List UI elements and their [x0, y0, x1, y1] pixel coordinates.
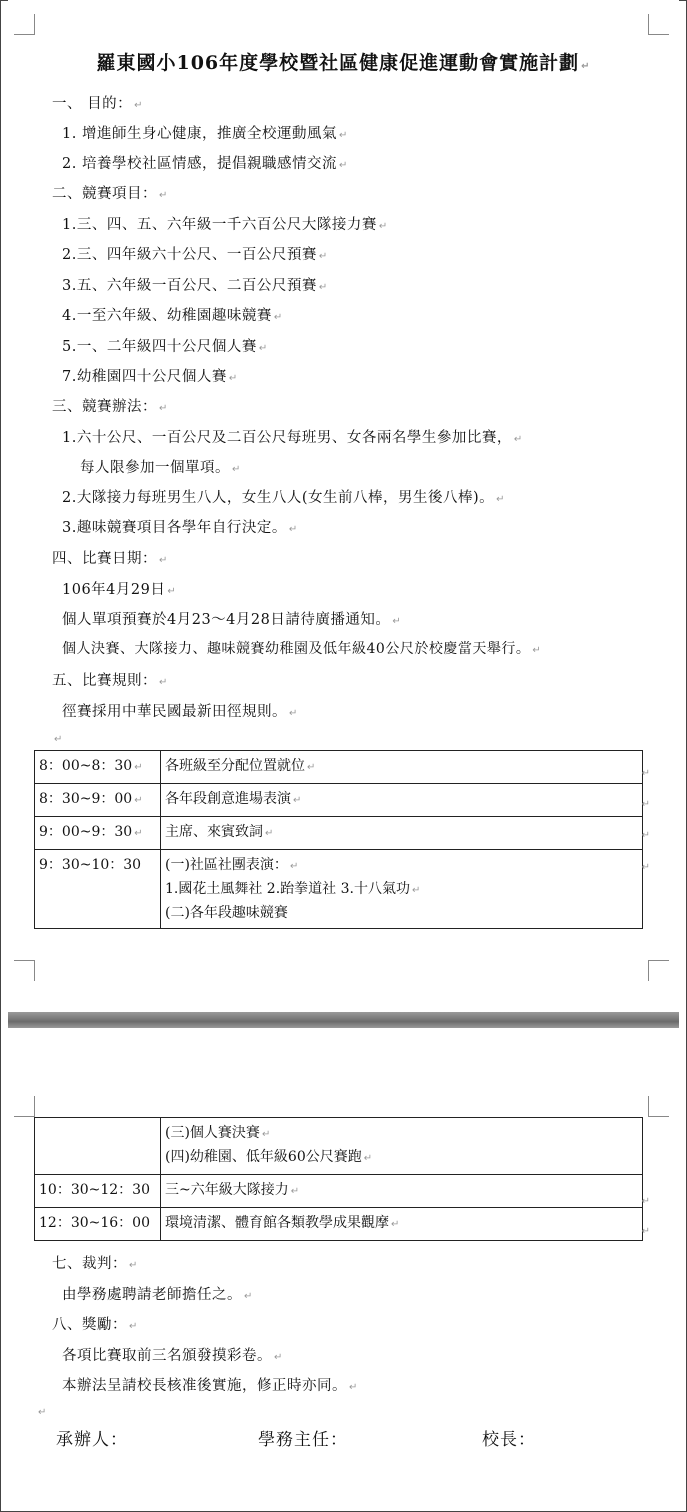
schedule-table — [34, 750, 643, 929]
time-cell: 8：00~8：30 ↵ — [35, 751, 161, 784]
list-item: 各項比賽取前三名頒發摸彩卷。 ↵ — [62, 1348, 283, 1364]
list-item: 個人單項預賽於4月23～4月28日請待廣播通知。 ↵ — [62, 612, 402, 628]
activity-cell: 各年段創意進場表演 ↵ — [161, 784, 643, 817]
list-item: 1. 增進師生身心健康，推廣全校運動風氣 ↵ — [62, 126, 348, 142]
table-row — [35, 751, 643, 784]
section-heading-schedule: ↵ — [54, 734, 63, 745]
list-item: 由學務處聘請老師擔任之。 ↵ — [62, 1287, 253, 1303]
list-item: 3.趣味競賽項目各學年自行決定。 ↵ — [62, 520, 298, 536]
activity-cell: 環境清潔、體育館各類教學成果觀摩 ↵ — [161, 1208, 643, 1241]
time-cell: 8：30~9：00 ↵ — [35, 784, 161, 817]
activity-cell: (三)個人賽決賽 ↵ (四)幼稚園、低年級60公尺賽跑 ↵ — [161, 1118, 643, 1175]
section-heading-purpose: 一、 目的： ↵ — [52, 96, 143, 112]
list-item-continuation: 每人限參加一個單項。 ↵ — [80, 460, 241, 476]
signature-principal: 校長： — [482, 1430, 536, 1450]
list-item: 1.六十公尺、一百公尺及二百公尺每班男、女各兩名學生參加比賽， ↵ — [62, 430, 523, 446]
crop-mark — [648, 960, 669, 981]
activity-cell: 主席、來賓致詞 ↵ — [161, 817, 643, 850]
table-row — [35, 1208, 643, 1241]
time-cell: 9：00~9：30 ↵ — [35, 817, 161, 850]
row-end-mark: ↵ — [641, 830, 650, 841]
list-item: 徑賽採用中華民國最新田徑規則。 ↵ — [62, 704, 298, 720]
list-item: 106年4月29日 ↵ — [62, 582, 177, 598]
crop-mark — [648, 14, 669, 35]
crop-mark — [14, 14, 35, 35]
list-item: 2.三、四年級六十公尺、一百公尺預賽 ↵ — [62, 247, 328, 263]
row-end-mark: ↵ — [641, 768, 650, 779]
section-heading-rules-method: 三、競賽辦法： ↵ — [52, 399, 168, 415]
row-end-mark: ↵ — [641, 1226, 650, 1237]
list-item: 3.五、六年級一百公尺、二百公尺預賽 ↵ — [62, 278, 328, 294]
time-cell: 12：30~16：00 — [35, 1208, 161, 1241]
time-cell — [35, 1118, 161, 1175]
activity-cell: 各班級至分配位置就位 ↵ — [161, 751, 643, 784]
list-item: 4.一至六年級、幼稚園趣味競賽 ↵ — [62, 308, 283, 324]
section-heading-date: 四、比賽日期： ↵ — [52, 551, 168, 567]
list-item: 2. 培養學校社區情感，提倡親職感情交流 ↵ — [62, 156, 348, 172]
activity-cell: (一)社區社團表演： ↵ 1.國花土風舞社 2.跆拳道社 3.十八氣功 ↵ (二)各年段趣味競賽 — [161, 850, 643, 929]
table-row — [35, 1175, 643, 1208]
section-heading-judges: 七、裁判： ↵ — [52, 1256, 138, 1272]
list-item: 個人決賽、大隊接力、趣味競賽幼稚園及低年級40公尺於校慶當天舉行。 ↵ — [62, 641, 542, 657]
crop-mark — [14, 960, 35, 981]
list-item: 5.一、二年級四十公尺個人賽 ↵ — [62, 339, 268, 355]
list-item: 7.幼稚園四十公尺個人賽 ↵ — [62, 369, 238, 385]
row-end-mark: ↵ — [641, 1196, 650, 1207]
time-cell: 10：30~12：30 — [35, 1175, 161, 1208]
list-item: 2.大隊接力每班男生八人，女生八人(女生前八棒，男生後八棒)。 ↵ — [62, 490, 506, 506]
table-row — [35, 784, 643, 817]
table-row — [35, 850, 643, 929]
schedule-table-continued — [34, 1117, 643, 1241]
section-heading-events: 二、競賽項目： ↵ — [52, 186, 168, 202]
activity-cell: 三~六年級大隊接力 ↵ — [161, 1175, 643, 1208]
page-gap-bar — [8, 1012, 679, 1028]
section-heading-awards: 八、獎勵： ↵ — [52, 1317, 138, 1333]
signature-handler: 承辦人： — [56, 1430, 128, 1450]
empty-paragraph: ↵ — [38, 1407, 47, 1418]
list-item: 本辦法呈請校長核准後實施，修正時亦同。 ↵ — [62, 1378, 358, 1394]
time-cell: 9：30~10：30 — [35, 850, 161, 929]
table-row — [35, 1118, 643, 1175]
list-item: 1.三、四、五、六年級一千六百公尺大隊接力賽 ↵ — [62, 217, 388, 233]
crop-mark — [648, 1096, 669, 1117]
signature-director: 學務主任： — [258, 1430, 348, 1450]
section-heading-rules: 五、比賽規則： ↵ — [52, 673, 168, 689]
crop-mark — [14, 1096, 35, 1117]
row-end-mark: ↵ — [641, 862, 650, 873]
row-end-mark: ↵ — [641, 799, 650, 810]
table-row — [35, 817, 643, 850]
document-title: 羅東國小106年度學校暨社區健康促進運動會實施計劃 ↵ — [96, 52, 591, 74]
